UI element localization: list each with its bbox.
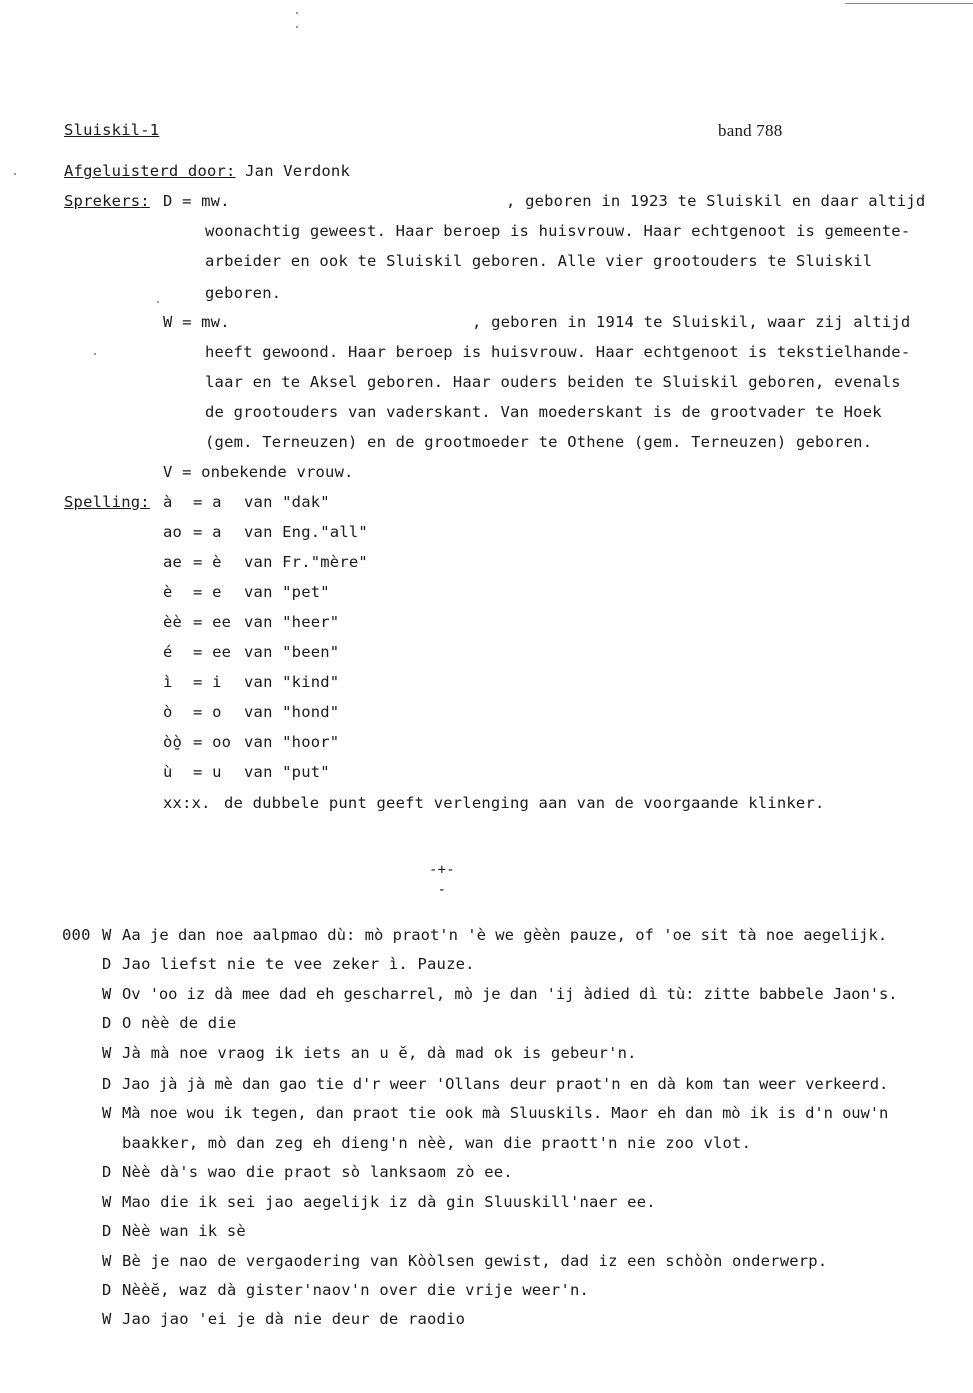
transcript-speaker: W: [102, 985, 112, 1003]
band-number: band 788: [718, 121, 783, 140]
transcript-speaker: W: [102, 1252, 112, 1270]
speaker-w-line-4: de grootouders van vaderskant. Van moederskant is de grootvader te Hoek: [205, 403, 882, 421]
scan-speck: [296, 12, 298, 14]
spelling-equivalent: = a: [193, 523, 222, 541]
listened-by-label: Afgeluisterd door: [64, 162, 227, 180]
speakers-label-row: Sprekers:: [64, 192, 150, 210]
spelling-example: van Eng."all": [244, 523, 368, 541]
spelling-symbol: ì: [163, 673, 173, 691]
spelling-example: van "hoor": [244, 733, 340, 751]
spelling-symbol: òò̱: [163, 733, 183, 751]
scan-speck: [94, 353, 96, 355]
transcript-counter: 000: [62, 926, 91, 944]
speaker-d-line-2: woonachtig geweest. Haar beroep is huisvrouw. Haar echtgenoot is gemeente-: [205, 222, 911, 240]
speaker-w-line-1: , geboren in 1914 te Sluiskil, waar zij altijd: [472, 313, 911, 331]
transcript-speaker: W: [102, 1044, 112, 1062]
transcript-line: Mà noe wou ik tegen, dan praot tie ook mà Sluuskils. Maor eh dan mò ik is d'n ouw'n: [122, 1104, 889, 1122]
speaker-d-line-3: arbeider en ook te Sluiskil geboren. Alle vier grootouders te Sluiskil: [205, 252, 873, 270]
spelling-equivalent: = o: [193, 703, 222, 721]
speaker-w-line-3: laar en te Aksel geboren. Haar ouders beiden te Sluiskil geboren, evenals: [205, 373, 901, 391]
transcript-line: O nèè de die: [122, 1014, 237, 1032]
transcript-line: Jao liefst nie te vee zeker ì. Pauze.: [122, 955, 475, 973]
speaker-d-line-4: geboren.: [205, 284, 282, 302]
spelling-example: van Fr."mère": [244, 553, 368, 571]
transcript-speaker: W: [102, 926, 112, 944]
spelling-equivalent: = ee: [193, 613, 232, 631]
speaker-v-code: V = onbekende vrouw.: [163, 463, 354, 481]
spelling-symbol: ao: [163, 523, 183, 541]
spelling-symbol: é: [163, 643, 173, 661]
transcript-line: Bè je nao de vergaodering van Kòòlsen gewist, dad iz een schòòn onderwerp.: [122, 1252, 828, 1270]
divider-bottom: -: [437, 882, 447, 898]
transcript-speaker: D: [102, 1222, 112, 1240]
transcript-line: Mao die ik sei jao aegelijk iz dà gin Sluuskill'naer ee.: [122, 1193, 656, 1211]
transcript-line: Jao jà jà mè dan gao tie d'r weer 'Ollans deur praot'n en dà kom tan weer verkeerd.: [122, 1075, 889, 1093]
spelling-example: van "heer": [244, 613, 340, 631]
scan-speck: [14, 173, 16, 175]
spelling-note-symbol: xx:x.: [163, 794, 211, 812]
transcript-line: Ov 'oo iz dà mee dad eh gescharrel, mò je dan 'ij àdied dì tù: zitte babbele Jaon's.: [122, 985, 898, 1003]
spelling-symbol: à: [163, 493, 173, 511]
spelling-example: van "hond": [244, 703, 340, 721]
transcript-line-continuation: baakker, mò dan zeg eh dieng'n nèè, wan die praott'n nie zoo vlot.: [122, 1134, 752, 1152]
spelling-symbol: è: [163, 583, 173, 601]
transcript-speaker: D: [102, 1281, 112, 1299]
spelling-label-row: Spelling:: [64, 493, 150, 511]
speaker-w-code: W = mw.: [163, 313, 230, 331]
top-edge-line: [845, 3, 973, 4]
listened-by-row: Afgeluisterd door: Jan Verdonk: [64, 162, 350, 180]
spelling-equivalent: = e: [193, 583, 222, 601]
listened-by-value: Jan Verdonk: [245, 162, 350, 180]
spelling-equivalent: = è: [193, 553, 222, 571]
spelling-note: de dubbele punt geeft verlenging aan van de voorgaande klinker.: [224, 794, 825, 812]
divider-top: -+-: [429, 862, 455, 878]
section-divider: [422, 864, 462, 904]
transcript-line: Nèè dà's wao die praot sò lanksaom zò ee.: [122, 1163, 513, 1181]
transcript-line: Nèèĕ, waz dà gister'naov'n over die vrije weer'n.: [122, 1281, 590, 1299]
transcript-line: Jà mà noe vraog ik iets an u ĕ, dà mad ok is gebeur'n.: [122, 1044, 637, 1062]
spelling-example: van "pet": [244, 583, 330, 601]
spelling-example: van "put": [244, 763, 330, 781]
speaker-w-line-5: (gem. Terneuzen) en de grootmoeder te Othene (gem. Terneuzen) geboren.: [205, 433, 873, 451]
speakers-label: Sprekers: [64, 192, 141, 210]
spelling-symbol: ae: [163, 553, 183, 571]
transcript-speaker: D: [102, 1014, 112, 1032]
transcript-speaker: D: [102, 955, 112, 973]
transcript-speaker: W: [102, 1310, 112, 1328]
spelling-example: van "dak": [244, 493, 330, 511]
spelling-equivalent: = ee: [193, 643, 232, 661]
spelling-row: [163, 493, 173, 511]
spelling-equivalent: = a: [193, 493, 222, 511]
spelling-label: Spelling: [64, 493, 141, 511]
transcript-speaker: D: [102, 1075, 112, 1093]
spelling-example: van "been": [244, 643, 340, 661]
spelling-symbol: ò: [163, 703, 173, 721]
transcript-speaker: W: [102, 1104, 112, 1122]
transcript-speaker: D: [102, 1163, 112, 1181]
spelling-equivalent: = oo: [193, 733, 232, 751]
transcript-line: Aa je dan noe aalpmao dù: mò praot'n 'è we gèèn pauze, of 'oe sit tà noe aegelijk.: [122, 926, 888, 944]
spelling-symbol: ù: [163, 763, 173, 781]
spelling-symbol: èè: [163, 613, 183, 631]
speaker-d-line-1: , geboren in 1923 te Sluiskil en daar altijd: [506, 192, 926, 210]
transcript-line: Nèè wan ik sè: [122, 1222, 246, 1240]
transcript-speaker: W: [102, 1193, 112, 1211]
speaker-d-code: D = mw.: [163, 192, 230, 210]
spelling-equivalent: = i: [193, 673, 222, 691]
speaker-w-line-2: heeft gewoond. Haar beroep is huisvrouw. Haar echtgenoot is tekstielhande-: [205, 343, 911, 361]
transcript-line: Jao jao 'ei je dà nie deur de raodio: [122, 1310, 466, 1328]
scan-speck: [296, 26, 298, 28]
spelling-example: van "kind": [244, 673, 340, 691]
spelling-equivalent: = u: [193, 763, 222, 781]
document-title: Sluiskil-1: [64, 121, 160, 139]
scan-speck: [157, 301, 159, 303]
